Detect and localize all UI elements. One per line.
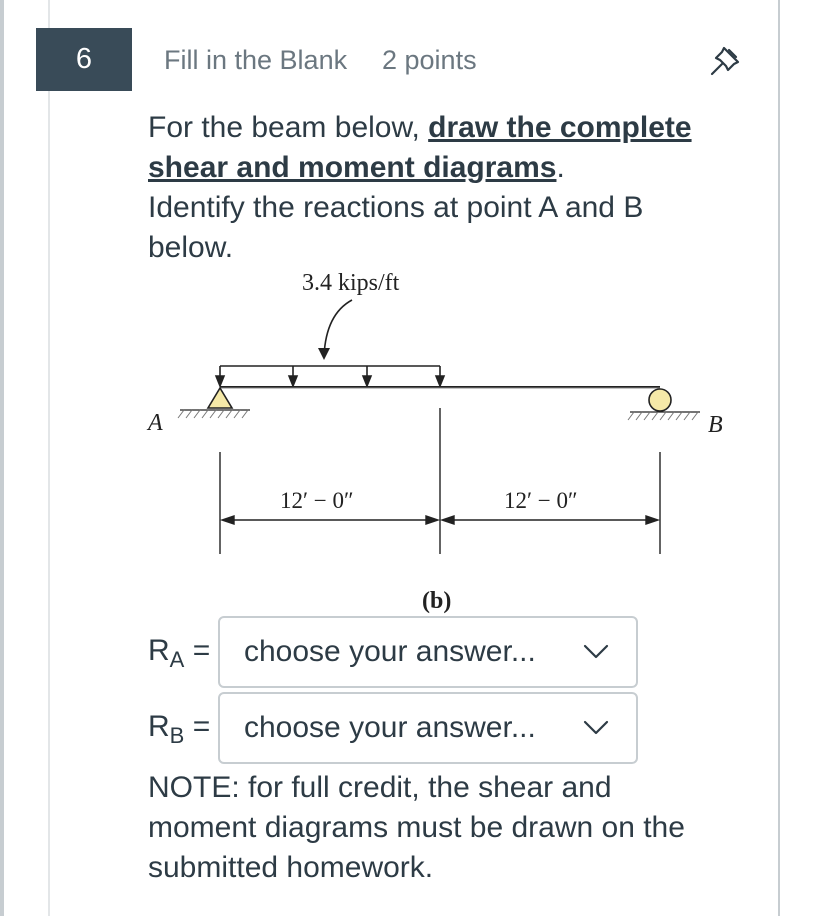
question-prompt (148, 108, 738, 268)
figure-caption: (b) (422, 588, 452, 614)
roller-support-b (628, 389, 700, 420)
answer-equals: = (192, 634, 211, 667)
question-number-badge (36, 28, 132, 91)
chevron-down-icon (582, 718, 610, 738)
page-left-border (0, 0, 4, 916)
pin-icon[interactable] (706, 40, 746, 80)
answer-label-main: R (148, 710, 170, 743)
credit-note (148, 768, 748, 888)
dropdown-value: choose your answer... (244, 635, 536, 668)
rb-answer-dropdown[interactable] (218, 692, 638, 764)
prompt-text: . (556, 151, 565, 184)
answer-label-rb (148, 710, 210, 749)
prompt-line-4: below. (148, 231, 234, 264)
prompt-emphasis: shear and moment diagrams (148, 151, 557, 184)
support-a-label: A (148, 410, 163, 436)
prompt-line-3: Identify the reactions at point A and B (148, 191, 644, 224)
beam (220, 387, 660, 388)
dimension-lines (220, 408, 660, 554)
answer-equals: = (192, 710, 211, 743)
answer-label-sub: A (169, 647, 185, 672)
prompt-emphasis: draw the complete (428, 111, 692, 144)
load-leader (324, 300, 352, 356)
question-type: Fill in the Blank (164, 45, 348, 75)
answer-label-ra (148, 634, 210, 673)
note-line-2: moment diagrams must be drawn on the (148, 811, 685, 844)
chevron-down-icon (582, 642, 610, 662)
prompt-text: For the beam below, (148, 111, 429, 144)
answer-label-sub: B (169, 723, 185, 748)
dropdown-value: choose your answer... (244, 711, 536, 744)
question-left-border (48, 0, 50, 916)
pin-support-a (178, 388, 250, 418)
question-points: 2 points (382, 45, 477, 75)
question-right-border (778, 0, 780, 916)
prompt-line-1 (148, 108, 738, 148)
prompt-line-2 (148, 148, 738, 188)
load-label: 3.4 kips/ft (302, 270, 400, 296)
span-right-label: 12′ − 0″ (504, 488, 578, 513)
ra-answer-dropdown[interactable] (218, 616, 638, 688)
span-left-label: 12′ − 0″ (280, 488, 354, 513)
note-line-1: NOTE: for full credit, the shear and (148, 771, 612, 804)
load-leader-arrow (318, 348, 330, 360)
question-number: 6 (75, 43, 93, 75)
distributed-load (216, 366, 444, 386)
beam-figure (140, 262, 723, 622)
answer-label-main: R (148, 634, 170, 667)
note-line-3: submitted homework. (148, 851, 434, 884)
support-b-label: B (708, 412, 723, 438)
